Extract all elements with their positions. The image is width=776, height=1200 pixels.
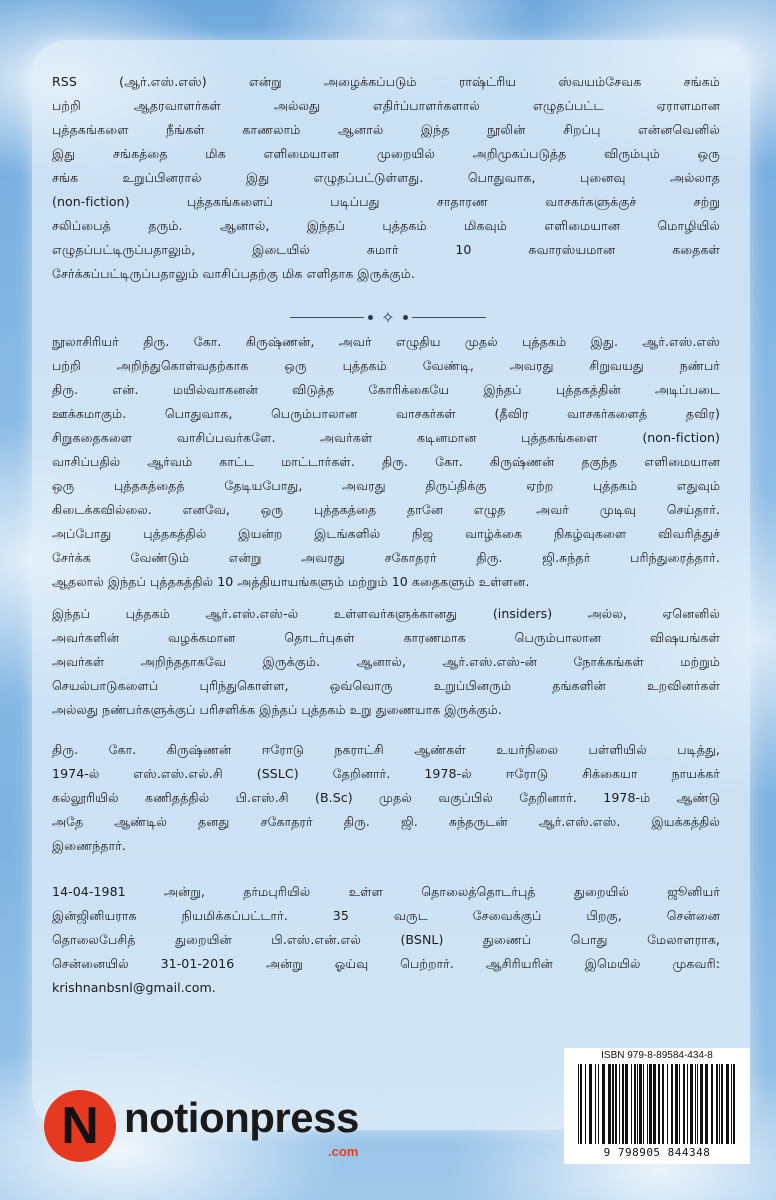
isbn-barcode	[564, 1048, 750, 1164]
text-line: புத்தகங்களை நீங்கள் காணலாம் ஆனால் இந்த நூலின் சிறப்பு என்னவெனில்	[52, 122, 720, 137]
text-line: சேர்க்க வேண்டும் என்று அவரது சகோதரர் திரு. ஜி.சுந்தர் பரிந்துரைத்தார்.	[52, 550, 720, 565]
ornamental-divider	[290, 308, 486, 328]
barcode-bars	[576, 1064, 740, 1144]
divider-rule-right	[412, 317, 486, 318]
text-line: வாசிப்பதில் ஆர்வம் காட்ட மாட்டார்கள். திரு. கோ. கிருஷ்ணன் தகுந்த எளிமையான	[52, 454, 720, 469]
text-line: அல்லது நண்பர்களுக்குப் பரிசளிக்க இந்தப் புத்தகம் உறு துணையாக இருக்கும்.	[52, 702, 502, 717]
text-line: சங்க உறுப்பினரால் இது எழுதப்பட்டுள்ளது. பொதுவாக, புனைவு அல்லாத	[52, 170, 720, 185]
text-line: திரு. கோ. கிருஷ்ணன் ஈரோடு நகராட்சி ஆண்கள் உயர்நிலை பள்ளியில் படித்து,	[52, 742, 720, 757]
publisher-logo	[44, 1086, 384, 1166]
paragraph-intro	[52, 70, 720, 286]
text-line: அதே ஆண்டில் தனது சகோதரர் திரு. ஜி. சுந்தருடன் ஆர்.எஸ்.எஸ். இயக்கத்தில்	[52, 814, 720, 829]
text-line: ஊக்கமாகும். பொதுவாக, பெரும்பாலான வாசகர்கள் (தீவிர வாசகர்களைத் தவிர)	[52, 406, 720, 421]
text-line: 14-04-1981 அன்று, தர்மபுரியில் உள்ள தொலைத்தொடர்புத் துறையில் ஜூனியர்	[52, 884, 720, 899]
text-line: நூலாசிரியர் திரு. கோ. கிருஷ்ணன், அவர் எழுதிய முதல் புத்தகம் இது. ஆர்.எஸ்.எஸ்	[52, 334, 720, 349]
text-line: இந்தப் புத்தகம் ஆர்.எஸ்.எஸ்-ல் உள்ளவர்களுக்கானது (insiders) அல்ல, ஏனெனில்	[52, 606, 720, 621]
text-line: அவர்கள் அறிந்ததாகவே இருக்கும். ஆனால், ஆர்.எஸ்.எஸ்-ன் நோக்கங்கள் மற்றும்	[52, 654, 720, 669]
text-line: (non-fiction) புத்தகங்களைப் படிப்பது சாதாரண வாசகர்களுக்குச் சற்று	[52, 194, 720, 209]
divider-dot	[368, 315, 373, 320]
text-line: ஆதலால் இந்தப் புத்தகத்தில் 10 அத்தியாயங்களும் மற்றும் 10 கதைகளும் உள்ளன.	[52, 574, 530, 589]
barcode-digits: 9 798905 844348	[603, 1146, 711, 1159]
author-email: krishnanbsnl@gmail.com.	[52, 980, 216, 995]
text-line: 1974-ல் எஸ்.எஸ்.எல்.சி (SSLC) தேறினார். 1978-ல் ஈரோடு சிக்கையா நாயக்கர்	[52, 766, 720, 781]
text-line: RSS (ஆர்.எஸ்.எஸ்) என்று அழைக்கப்படும் ராஷ்ட்ரிய ஸ்வயம்சேவக சங்கம்	[52, 74, 720, 89]
sparkle-icon: ✧	[381, 308, 395, 327]
publisher-name: notionpress	[124, 1094, 359, 1141]
paragraph-education	[52, 738, 720, 858]
text-line: சிறுகதைகளை வாசிப்பவர்களே. அவர்கள் கடினமான புத்தகங்களை (non-fiction)	[52, 430, 720, 445]
text-line: சலிப்பைத் தரும். ஆனால், இந்தப் புத்தகம் மிகவும் எளிமையான மொழியில்	[52, 218, 720, 233]
divider-rule-left	[290, 317, 364, 318]
text-line: இணைந்தார்.	[52, 838, 126, 853]
paragraph-author-background	[52, 330, 720, 594]
text-line: அவர்களின் வழக்கமான தொடர்புகள் காரணமாக பெரும்பாலான விஷயங்கள்	[52, 630, 720, 645]
text-line: கல்லூரியில் கணிதத்தில் பி.எஸ்.சி (B.Sc) முதல் வகுப்பில் தேறினார். 1978-ம் ஆண்டு	[52, 790, 720, 805]
text-line: திரு. என். மயில்வாகனன் விடுத்த கோரிக்கையே இந்தப் புத்தகத்தின் அடிப்படை	[52, 382, 720, 397]
divider-dot	[403, 315, 408, 320]
text-line: பற்றி அறிந்துகொள்வதற்காக ஒரு புத்தகம் வேண்டி, அவரது சிறுவயது நண்பர்	[52, 358, 720, 373]
text-line: சேர்க்கப்பட்டிருப்பதாலும் வாசிப்பதற்கு மிக எளிதாக இருக்கும்.	[52, 266, 415, 281]
publisher-domain: .com	[328, 1144, 359, 1159]
text-line: பற்றி ஆதரவாளர்கள் அல்லது எதிர்ப்பாளர்களால் எழுதப்பட்ட ஏராளமான	[52, 98, 720, 113]
paragraph-audience	[52, 602, 720, 722]
text-line: இன்ஜினியராக நியமிக்கப்பட்டார். 35 வருட சேவைக்குப் பிறகு, சென்னை	[52, 908, 720, 923]
text-line: அப்போது புத்தகத்தில் இயன்ற இடங்களில் நிஜ வாழ்க்கை நிகழ்வுகளை விவரித்துச்	[52, 526, 720, 541]
text-line: கிடைக்கவில்லை. எனவே, ஒரு புத்தகத்தை தானே எழுத அவர் முடிவு செய்தார்.	[52, 502, 720, 517]
text-line: ஒரு புத்தகத்தைத் தேடியபோது, அவரது திருப்திக்கு ஏற்ற புத்தகம் எதுவும்	[52, 478, 720, 493]
text-line: சென்னையில் 31-01-2016 அன்று ஓய்வு பெற்றார். ஆசிரியரின் இமெயில் முகவரி:	[52, 956, 720, 971]
text-line: இது சங்கத்தை மிக எளிமையான முறையில் அறிமுகப்படுத்த விரும்பும் ஒரு	[52, 146, 720, 161]
text-line: எழுதப்பட்டிருப்பதாலும், இடையில் சுமார் 10 சுவாரஸ்யமான கதைகள்	[52, 242, 720, 257]
isbn-label: ISBN 979-8-89584-434-8	[601, 1050, 713, 1061]
logo-letter: N	[61, 1097, 99, 1155]
text-line: தொலைபேசித் துறையின் பி.எஸ்.என்.எல் (BSNL) துணைப் பொது மேலாளராக,	[52, 932, 720, 947]
paragraph-career	[52, 880, 720, 1000]
text-line: செயல்பாடுகளைப் புரிந்துகொள்ள, ஒவ்வொரு உறுப்பினரும் தங்களின் உறவினர்கள்	[52, 678, 720, 693]
